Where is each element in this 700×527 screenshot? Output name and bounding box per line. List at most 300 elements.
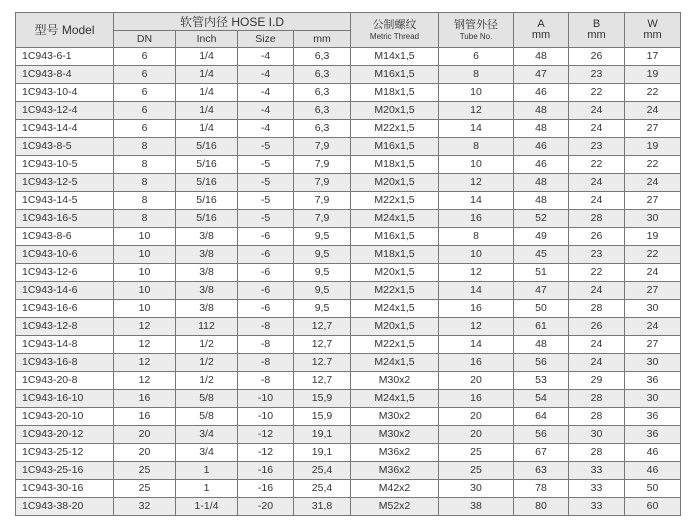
cell-tube: 10 [439, 156, 514, 174]
table-row [16, 444, 681, 462]
cell-model: 1C943-16-6 [16, 300, 114, 318]
cell-model: 1C943-25-12 [16, 444, 114, 462]
cell-dn: 10 [114, 300, 176, 318]
cell-size: -4 [238, 84, 294, 102]
header-b-unit: mm [587, 29, 606, 41]
cell-a: 64 [514, 408, 569, 426]
cell-mm: 12.7 [294, 354, 351, 372]
cell-tube: 12 [439, 318, 514, 336]
cell-mm: 25,4 [294, 462, 351, 480]
table-row [16, 138, 681, 156]
cell-inch: 5/16 [176, 156, 238, 174]
cell-inch: 3/8 [176, 282, 238, 300]
cell-inch: 3/8 [176, 228, 238, 246]
cell-b: 24 [569, 282, 625, 300]
cell-model: 1C943-12-8 [16, 318, 114, 336]
cell-size: -6 [238, 264, 294, 282]
cell-tube: 12 [439, 102, 514, 120]
cell-w: 36 [625, 372, 681, 390]
cell-a: 47 [514, 66, 569, 84]
cell-thread: M30x2 [351, 372, 439, 390]
table-row [16, 390, 681, 408]
cell-thread: M18x1,5 [351, 84, 439, 102]
table-body [16, 48, 681, 516]
cell-mm: 9,5 [294, 246, 351, 264]
cell-mm: 25,4 [294, 480, 351, 498]
cell-size: -4 [238, 48, 294, 66]
cell-inch: 1 [176, 480, 238, 498]
cell-mm: 6,3 [294, 48, 351, 66]
cell-w: 24 [625, 264, 681, 282]
cell-inch: 5/8 [176, 408, 238, 426]
cell-thread: M30x2 [351, 408, 439, 426]
cell-size: -6 [238, 300, 294, 318]
cell-model: 1C943-12-4 [16, 102, 114, 120]
table-row [16, 48, 681, 66]
cell-model: 1C943-12-6 [16, 264, 114, 282]
cell-a: 48 [514, 336, 569, 354]
cell-mm: 9,5 [294, 228, 351, 246]
cell-w: 60 [625, 498, 681, 516]
cell-model: 1C943-20-8 [16, 372, 114, 390]
cell-thread: M24x1,5 [351, 390, 439, 408]
cell-tube: 14 [439, 282, 514, 300]
cell-w: 22 [625, 156, 681, 174]
cell-a: 50 [514, 300, 569, 318]
cell-w: 46 [625, 462, 681, 480]
cell-b: 23 [569, 66, 625, 84]
cell-size: -5 [238, 192, 294, 210]
cell-dn: 8 [114, 174, 176, 192]
cell-b: 28 [569, 444, 625, 462]
cell-size: -16 [238, 462, 294, 480]
cell-thread: M22x1,5 [351, 120, 439, 138]
cell-model: 1C943-14-4 [16, 120, 114, 138]
cell-dn: 16 [114, 408, 176, 426]
table-row [16, 354, 681, 372]
cell-b: 26 [569, 48, 625, 66]
cell-dn: 10 [114, 246, 176, 264]
fitting-spec-table [15, 12, 681, 516]
cell-thread: M36x2 [351, 444, 439, 462]
cell-size: -10 [238, 390, 294, 408]
cell-w: 24 [625, 102, 681, 120]
header-w-unit: mm [643, 29, 662, 41]
header-metric-thread-cn: 公制螺纹 [372, 18, 417, 31]
cell-tube: 8 [439, 228, 514, 246]
cell-tube: 8 [439, 138, 514, 156]
cell-tube: 16 [439, 210, 514, 228]
cell-mm: 7,9 [294, 192, 351, 210]
cell-dn: 8 [114, 210, 176, 228]
cell-b: 26 [569, 318, 625, 336]
cell-a: 56 [514, 426, 569, 444]
cell-size: -12 [238, 426, 294, 444]
cell-dn: 10 [114, 264, 176, 282]
cell-b: 33 [569, 462, 625, 480]
cell-dn: 12 [114, 372, 176, 390]
cell-thread: M20x1,5 [351, 102, 439, 120]
cell-tube: 25 [439, 462, 514, 480]
cell-tube: 16 [439, 300, 514, 318]
cell-size: -10 [238, 408, 294, 426]
cell-w: 36 [625, 426, 681, 444]
cell-inch: 1/4 [176, 48, 238, 66]
cell-w: 36 [625, 408, 681, 426]
cell-a: 48 [514, 174, 569, 192]
table-row [16, 228, 681, 246]
table-row [16, 210, 681, 228]
header-a-unit: mm [531, 29, 551, 41]
header-metric-thread [351, 13, 439, 48]
cell-model: 1C943-10-6 [16, 246, 114, 264]
table-row [16, 480, 681, 498]
cell-size: -5 [238, 210, 294, 228]
header-inch: Inch [176, 31, 238, 48]
cell-mm: 12,7 [294, 336, 351, 354]
cell-mm: 19,1 [294, 444, 351, 462]
header-dn: DN [114, 31, 176, 48]
cell-thread: M20x1,5 [351, 174, 439, 192]
table-row [16, 372, 681, 390]
header-mm: mm [294, 31, 351, 48]
cell-inch: 5/16 [176, 210, 238, 228]
cell-model: 1C943-16-8 [16, 354, 114, 372]
header-w [625, 13, 681, 48]
cell-a: 48 [514, 192, 569, 210]
cell-w: 24 [625, 174, 681, 192]
cell-size: -6 [238, 228, 294, 246]
cell-dn: 6 [114, 48, 176, 66]
cell-b: 33 [569, 480, 625, 498]
cell-a: 63 [514, 462, 569, 480]
header-tube-cn: 钢管外径 [454, 18, 499, 31]
table-row [16, 174, 681, 192]
cell-dn: 6 [114, 84, 176, 102]
cell-b: 30 [569, 426, 625, 444]
cell-dn: 8 [114, 156, 176, 174]
cell-dn: 8 [114, 192, 176, 210]
cell-w: 50 [625, 480, 681, 498]
cell-inch: 1/4 [176, 66, 238, 84]
cell-size: -8 [238, 354, 294, 372]
header-a [514, 13, 569, 48]
header-tube-en: Tube No. [459, 31, 493, 41]
cell-thread: M52x2 [351, 498, 439, 516]
cell-b: 33 [569, 498, 625, 516]
cell-mm: 31,8 [294, 498, 351, 516]
cell-w: 24 [625, 318, 681, 336]
cell-b: 28 [569, 210, 625, 228]
cell-model: 1C943-14-5 [16, 192, 114, 210]
table-row [16, 156, 681, 174]
cell-dn: 12 [114, 336, 176, 354]
cell-w: 27 [625, 336, 681, 354]
cell-model: 1C943-20-12 [16, 426, 114, 444]
cell-w: 17 [625, 48, 681, 66]
header-model: 型号 Model [16, 13, 114, 48]
cell-dn: 10 [114, 228, 176, 246]
cell-w: 22 [625, 84, 681, 102]
cell-dn: 8 [114, 138, 176, 156]
cell-a: 52 [514, 210, 569, 228]
cell-thread: M16x1,5 [351, 66, 439, 84]
cell-dn: 12 [114, 318, 176, 336]
cell-thread: M20x1,5 [351, 318, 439, 336]
cell-thread: M14x1,5 [351, 48, 439, 66]
table-row [16, 282, 681, 300]
table-row [16, 336, 681, 354]
cell-dn: 25 [114, 480, 176, 498]
cell-thread: M24x1,5 [351, 354, 439, 372]
cell-a: 78 [514, 480, 569, 498]
cell-inch: 3/4 [176, 426, 238, 444]
table-row [16, 192, 681, 210]
cell-size: -8 [238, 318, 294, 336]
cell-size: -6 [238, 282, 294, 300]
cell-model: 1C943-10-5 [16, 156, 114, 174]
cell-inch: 3/8 [176, 246, 238, 264]
cell-mm: 15,9 [294, 408, 351, 426]
cell-dn: 12 [114, 354, 176, 372]
cell-inch: 5/16 [176, 174, 238, 192]
cell-a: 80 [514, 498, 569, 516]
cell-thread: M20x1,5 [351, 264, 439, 282]
cell-size: -5 [238, 138, 294, 156]
cell-tube: 20 [439, 372, 514, 390]
cell-thread: M42x2 [351, 480, 439, 498]
cell-inch: 1/4 [176, 84, 238, 102]
cell-a: 45 [514, 246, 569, 264]
table-row [16, 426, 681, 444]
cell-mm: 7,9 [294, 156, 351, 174]
cell-thread: M18x1,5 [351, 156, 439, 174]
cell-b: 28 [569, 300, 625, 318]
cell-mm: 6,3 [294, 102, 351, 120]
cell-a: 46 [514, 84, 569, 102]
cell-size: -20 [238, 498, 294, 516]
cell-thread: M16x1,5 [351, 138, 439, 156]
cell-size: -4 [238, 66, 294, 84]
cell-size: -12 [238, 444, 294, 462]
cell-mm: 6,3 [294, 66, 351, 84]
cell-tube: 8 [439, 66, 514, 84]
cell-w: 46 [625, 444, 681, 462]
cell-tube: 20 [439, 426, 514, 444]
cell-tube: 30 [439, 480, 514, 498]
cell-tube: 12 [439, 174, 514, 192]
cell-b: 28 [569, 390, 625, 408]
cell-mm: 12,7 [294, 318, 351, 336]
cell-w: 30 [625, 390, 681, 408]
cell-inch: 3/8 [176, 300, 238, 318]
cell-size: -8 [238, 372, 294, 390]
cell-tube: 14 [439, 336, 514, 354]
cell-size: -16 [238, 480, 294, 498]
cell-inch: 3/8 [176, 264, 238, 282]
cell-size: -8 [238, 336, 294, 354]
cell-b: 22 [569, 264, 625, 282]
table-row [16, 120, 681, 138]
cell-b: 24 [569, 336, 625, 354]
cell-model: 1C943-25-16 [16, 462, 114, 480]
cell-mm: 12,7 [294, 372, 351, 390]
header-w-label: W [647, 18, 658, 30]
cell-w: 30 [625, 210, 681, 228]
cell-b: 24 [569, 120, 625, 138]
cell-size: -4 [238, 120, 294, 138]
cell-tube: 12 [439, 264, 514, 282]
cell-mm: 15,9 [294, 390, 351, 408]
header-metric-thread-en: Metric Thread [369, 31, 420, 41]
cell-mm: 6,3 [294, 84, 351, 102]
cell-b: 22 [569, 84, 625, 102]
cell-model: 1C943-10-4 [16, 84, 114, 102]
cell-thread: M22x1,5 [351, 192, 439, 210]
cell-inch: 1/2 [176, 372, 238, 390]
cell-inch: 5/16 [176, 192, 238, 210]
table-row [16, 462, 681, 480]
cell-a: 53 [514, 372, 569, 390]
cell-b: 24 [569, 102, 625, 120]
cell-tube: 38 [439, 498, 514, 516]
cell-b: 23 [569, 246, 625, 264]
cell-a: 48 [514, 48, 569, 66]
table-row [16, 408, 681, 426]
cell-inch: 3/4 [176, 444, 238, 462]
cell-model: 1C943-14-8 [16, 336, 114, 354]
cell-model: 1C943-16-5 [16, 210, 114, 228]
cell-tube: 20 [439, 408, 514, 426]
cell-a: 54 [514, 390, 569, 408]
cell-model: 1C943-12-5 [16, 174, 114, 192]
cell-inch: 1-1/4 [176, 498, 238, 516]
cell-inch: 1/4 [176, 120, 238, 138]
cell-size: -5 [238, 156, 294, 174]
cell-b: 26 [569, 228, 625, 246]
cell-thread: M24x1,5 [351, 210, 439, 228]
cell-a: 46 [514, 156, 569, 174]
cell-mm: 7,9 [294, 174, 351, 192]
cell-w: 19 [625, 66, 681, 84]
cell-a: 56 [514, 354, 569, 372]
cell-mm: 9,5 [294, 282, 351, 300]
cell-model: 1C943-20-10 [16, 408, 114, 426]
cell-b: 22 [569, 156, 625, 174]
cell-tube: 25 [439, 444, 514, 462]
cell-dn: 6 [114, 120, 176, 138]
cell-inch: 5/16 [176, 138, 238, 156]
cell-dn: 25 [114, 462, 176, 480]
cell-mm: 7,9 [294, 210, 351, 228]
cell-mm: 7,9 [294, 138, 351, 156]
cell-model: 1C943-6-1 [16, 48, 114, 66]
cell-w: 27 [625, 192, 681, 210]
table-row [16, 498, 681, 516]
table-row [16, 264, 681, 282]
cell-mm: 19,1 [294, 426, 351, 444]
table-row [16, 66, 681, 84]
cell-w: 30 [625, 300, 681, 318]
header-tube-no [439, 13, 514, 48]
table-row [16, 84, 681, 102]
cell-size: -6 [238, 246, 294, 264]
cell-inch: 1/2 [176, 354, 238, 372]
header-b-label: B [592, 18, 601, 30]
cell-size: -5 [238, 174, 294, 192]
cell-model: 1C943-14-6 [16, 282, 114, 300]
cell-w: 27 [625, 282, 681, 300]
cell-dn: 6 [114, 66, 176, 84]
cell-w: 19 [625, 138, 681, 156]
cell-a: 47 [514, 282, 569, 300]
cell-model: 1C943-30-16 [16, 480, 114, 498]
cell-tube: 14 [439, 192, 514, 210]
cell-thread: M22x1,5 [351, 282, 439, 300]
cell-b: 29 [569, 372, 625, 390]
cell-mm: 6,3 [294, 120, 351, 138]
cell-thread: M18x1,5 [351, 246, 439, 264]
cell-model: 1C943-16-10 [16, 390, 114, 408]
cell-dn: 32 [114, 498, 176, 516]
cell-a: 51 [514, 264, 569, 282]
cell-tube: 16 [439, 354, 514, 372]
cell-b: 28 [569, 408, 625, 426]
cell-a: 61 [514, 318, 569, 336]
table-row [16, 246, 681, 264]
cell-a: 48 [514, 120, 569, 138]
cell-model: 1C943-8-5 [16, 138, 114, 156]
cell-tube: 14 [439, 120, 514, 138]
cell-w: 19 [625, 228, 681, 246]
cell-inch: 1/4 [176, 102, 238, 120]
cell-b: 24 [569, 192, 625, 210]
cell-a: 67 [514, 444, 569, 462]
cell-inch: 112 [176, 318, 238, 336]
table-row [16, 300, 681, 318]
cell-size: -4 [238, 102, 294, 120]
cell-b: 23 [569, 138, 625, 156]
header-a-label: A [537, 18, 545, 30]
cell-w: 22 [625, 246, 681, 264]
cell-tube: 6 [439, 48, 514, 66]
cell-w: 30 [625, 354, 681, 372]
cell-b: 24 [569, 354, 625, 372]
cell-tube: 10 [439, 246, 514, 264]
cell-tube: 10 [439, 84, 514, 102]
cell-thread: M36x2 [351, 462, 439, 480]
cell-w: 27 [625, 120, 681, 138]
cell-b: 24 [569, 174, 625, 192]
cell-thread: M24x1,5 [351, 300, 439, 318]
cell-thread: M16x1,5 [351, 228, 439, 246]
cell-thread: M30x2 [351, 426, 439, 444]
header-b [569, 13, 625, 48]
table-row [16, 102, 681, 120]
cell-tube: 16 [439, 390, 514, 408]
cell-inch: 5/8 [176, 390, 238, 408]
cell-dn: 20 [114, 426, 176, 444]
cell-inch: 1/2 [176, 336, 238, 354]
cell-dn: 16 [114, 390, 176, 408]
cell-model: 1C943-8-6 [16, 228, 114, 246]
cell-a: 48 [514, 102, 569, 120]
cell-mm: 9,5 [294, 264, 351, 282]
cell-dn: 6 [114, 102, 176, 120]
header-hose-id: 软管内径 HOSE I.D [114, 13, 351, 31]
cell-a: 49 [514, 228, 569, 246]
cell-thread: M22x1,5 [351, 336, 439, 354]
